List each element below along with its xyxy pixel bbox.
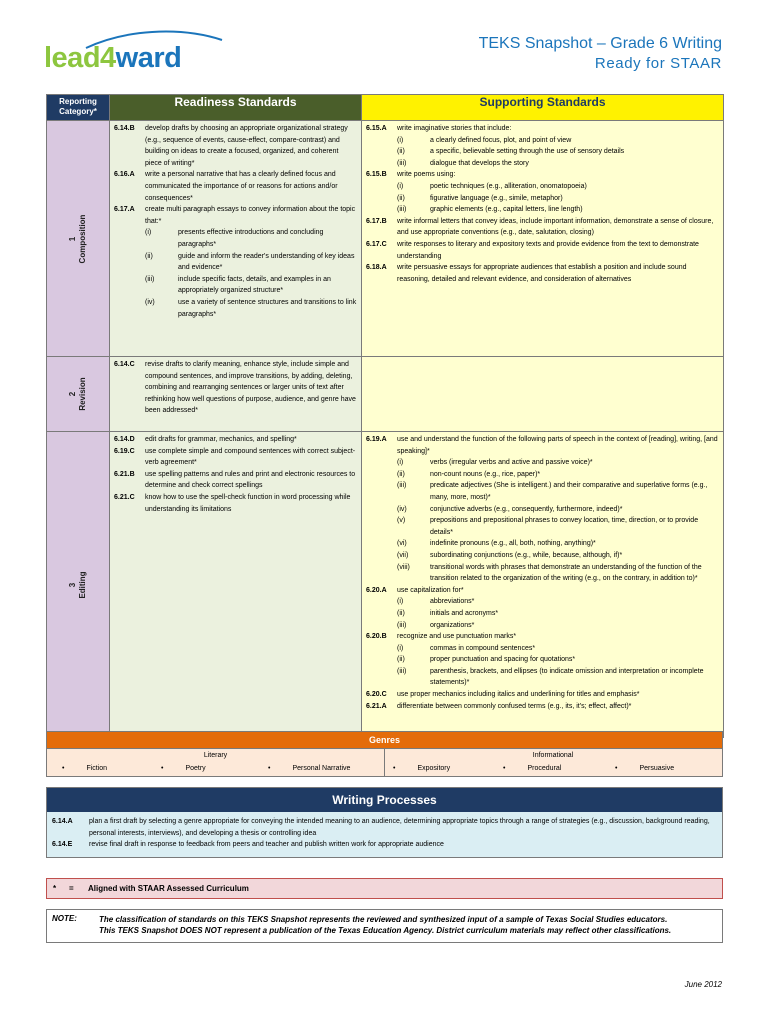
- sub-standard-text: non-count nouns (e.g., rice, paper)*: [430, 470, 541, 478]
- sub-standard-number: (ii): [397, 148, 405, 156]
- standard-text: use complete simple and compound sentences with correct subject-verb agreement*: [145, 447, 356, 467]
- standard-code: 6.14.A: [52, 818, 73, 825]
- sub-standard-item: [114, 297, 357, 320]
- sub-standard-text: abbreviations*: [430, 598, 475, 606]
- sub-standard-item: [114, 227, 357, 250]
- sub-standard-item: [366, 550, 719, 562]
- category-name: Editing: [78, 570, 87, 599]
- sub-standard-item: [366, 135, 719, 147]
- genre-item: [503, 765, 561, 772]
- sub-standard-item: [114, 251, 357, 274]
- sub-standard-number: (iii): [397, 482, 407, 490]
- sub-standard-text: use a variety of sentence structures and transitions to link paragraphs*: [178, 298, 357, 318]
- standard-item: [114, 169, 357, 204]
- standard-text: develop drafts by choosing an appropriate organizational strategy (e.g., sequence of events, cause-effect, compare-contrast) and building on ideas to create a focused, organized, and coherent piece of writing*: [145, 125, 348, 167]
- standard-text: use and understand the function of the following parts of speech in the context of [reading], writing, [and speaking]*: [397, 436, 718, 455]
- sub-standard-number: (vii): [397, 551, 409, 559]
- standard-code: 6.19.A: [366, 436, 387, 443]
- page-title: TEKS Snapshot – Grade 6 Writing: [478, 35, 722, 52]
- sub-standard-item: [366, 480, 719, 503]
- genres-literary-label: Literary: [203, 752, 228, 759]
- sub-standard-number: (iii): [397, 206, 407, 214]
- sub-standard-item: [366, 158, 719, 170]
- genres-title: Genres: [47, 732, 722, 749]
- standard-item: [366, 169, 719, 181]
- bullet-icon: •: [615, 765, 618, 772]
- category-name: Revision: [78, 377, 87, 411]
- readiness-standards-cell: [110, 357, 362, 432]
- standard-code: 6.21.C: [114, 493, 135, 501]
- standard-code: 6.15.A: [366, 125, 387, 132]
- genres-body: [47, 749, 722, 776]
- sub-standard-number: (viii): [397, 563, 410, 571]
- standard-code: 6.19.C: [114, 447, 135, 455]
- key-text: Aligned with STAAR Assessed Curriculum: [88, 884, 249, 893]
- genre-label: Personal Narrative: [292, 765, 351, 772]
- sub-standard-text: indefinite pronouns (e.g., all, both, nothing, anything)*: [430, 540, 596, 548]
- standard-text: plan a first draft by selecting a genre appropriate for conveying the intended meaning to an audience, determining appropriate topics through a range of strategies (e.g., discussion, background reading, personal interests, interviews), and developing a thesis or controlling idea: [89, 818, 710, 837]
- supporting-standards-cell: [362, 357, 724, 432]
- sub-standard-item: [366, 654, 719, 666]
- standard-code: 6.21.A: [366, 702, 387, 710]
- reporting-category-label: [68, 214, 88, 263]
- sub-standard-text: a clearly defined focus, plot, and point of view: [430, 136, 572, 144]
- sub-standard-text: figurative language (e.g., simile, metaphor): [430, 194, 563, 202]
- readiness-standards-cell: [110, 432, 362, 738]
- sub-standard-item: [366, 204, 719, 216]
- standard-item: [366, 631, 719, 643]
- genre-item: [268, 765, 350, 772]
- standard-item: [114, 434, 357, 446]
- header-reporting-category: Reporting Category*: [47, 95, 110, 121]
- standard-item: [114, 204, 357, 227]
- standard-item: [114, 469, 357, 492]
- sub-standard-text: subordinating conjunctions (e.g., while, because, although, if)*: [430, 551, 623, 559]
- standard-item: [114, 492, 357, 515]
- standards-table-header-row: [47, 95, 724, 121]
- standard-code: 6.14.C: [114, 361, 135, 368]
- genre-item: [615, 765, 674, 772]
- reporting-category-cell: [47, 432, 110, 738]
- standard-text: recognize and use punctuation marks*: [397, 633, 517, 641]
- genre-label: Procedural: [527, 765, 562, 772]
- sub-standard-text: poetic techniques (e.g., alliteration, onomatopoeia): [430, 182, 587, 190]
- note-text: [99, 914, 717, 938]
- sub-standard-number: (vi): [397, 540, 407, 548]
- process-standard: [52, 839, 717, 851]
- bullet-icon: •: [161, 765, 164, 772]
- sub-standard-number: (ii): [397, 194, 405, 202]
- logo-text-lead4: lead4: [44, 42, 116, 74]
- sub-standard-number: (ii): [397, 656, 405, 664]
- sub-standard-number: (iii): [397, 159, 407, 167]
- sub-standard-text: commas in compound sentences*: [430, 644, 536, 652]
- sub-standard-item: [366, 666, 719, 689]
- sub-standard-text: organizations*: [430, 621, 475, 629]
- logo-text: [44, 42, 181, 75]
- logo-text-ward: ward: [115, 42, 182, 74]
- standard-code: 6.18.A: [366, 264, 387, 272]
- genre-item: [62, 765, 107, 772]
- standard-code: 6.17.A: [114, 206, 135, 214]
- writing-processes-title: Writing Processes: [47, 788, 722, 812]
- sub-standard-item: [366, 515, 719, 538]
- header-supporting-standards: Supporting Standards: [362, 95, 724, 121]
- sub-standard-number: (iv): [145, 298, 155, 306]
- sub-standard-item: [366, 146, 719, 158]
- note-box: [46, 909, 723, 943]
- sub-standard-item: [366, 193, 719, 205]
- sub-standard-number: (iv): [397, 505, 407, 513]
- sub-standard-text: conjunctive adverbs (e.g., consequently, furthermore, indeed)*: [430, 505, 623, 513]
- standard-item: [366, 585, 719, 597]
- standard-code: 6.15.B: [366, 171, 387, 179]
- standard-text: write imaginative stories that include:: [397, 125, 512, 132]
- note-line-2: This TEKS Snapshot DOES NOT represent a publication of the Texas Education Agency. District curriculum materials may reflect other classifications.: [99, 926, 672, 935]
- title-block: [479, 34, 722, 74]
- sub-standard-text: parenthesis, brackets, and ellipses (to indicate omission and interpretation or incomplete statements)*: [430, 667, 704, 687]
- genre-label: Persuasive: [639, 765, 675, 772]
- standard-code: 6.14.B: [114, 125, 135, 132]
- sub-standard-item: [366, 538, 719, 550]
- standard-text: use spelling patterns and rules and print and electronic resources to determine and check correct spellings: [145, 470, 356, 490]
- standard-text: know how to use the spell-check function in word processing while understanding its limitations: [145, 493, 351, 513]
- sub-standard-text: proper punctuation and spacing for quotations*: [430, 656, 576, 664]
- lead4ward-logo: [44, 28, 224, 76]
- genres-section: [46, 731, 723, 777]
- standard-item: [366, 701, 719, 713]
- standard-text: use capitalization for*: [397, 586, 464, 594]
- genre-label: Fiction: [86, 765, 108, 772]
- sub-standard-number: (iii): [397, 667, 407, 675]
- process-standard: [52, 816, 717, 839]
- bullet-icon: •: [62, 765, 65, 772]
- note-line-1: The classification of standards on this TEKS Snapshot represents the reviewed and synthesized input of a sample of Texas Social Studies educators.: [99, 915, 668, 924]
- standard-text: create multi paragraph essays to convey information about the topic that:*: [145, 206, 356, 225]
- readiness-standards-cell: [110, 121, 362, 357]
- category-number: 2: [68, 391, 77, 397]
- sub-standard-item: [366, 562, 719, 585]
- sub-standard-item: [366, 643, 719, 655]
- footer-date: June 2012: [684, 980, 722, 989]
- sub-standard-text: graphic elements (e.g., capital letters, line length): [430, 206, 583, 214]
- bullet-icon: •: [268, 765, 271, 772]
- standard-text: differentiate between commonly confused terms (e.g., its, it's; effect, affect)*: [397, 702, 632, 710]
- page-subtitle: Ready for STAAR: [594, 55, 722, 72]
- standard-code: 6.20.A: [366, 586, 387, 594]
- standards-row: [47, 432, 724, 738]
- sub-standard-number: (i): [397, 598, 404, 606]
- standard-item: [366, 689, 719, 701]
- standard-code: 6.21.B: [114, 470, 135, 478]
- writing-processes-body: [47, 812, 722, 857]
- genre-item: [393, 765, 450, 772]
- bullet-icon: •: [503, 765, 506, 772]
- reporting-category-cell: [47, 121, 110, 357]
- sub-standard-number: (v): [397, 517, 406, 525]
- sub-standard-number: (i): [145, 229, 152, 237]
- standard-code: 6.17.C: [366, 240, 387, 248]
- bullet-icon: •: [393, 765, 396, 772]
- sub-standard-number: (ii): [397, 609, 405, 617]
- sub-standard-text: guide and inform the reader's understanding of key ideas and evidence*: [178, 252, 355, 272]
- sub-standard-number: (i): [397, 182, 404, 190]
- sub-standard-text: predicate adjectives (She is intelligent.) and their comparative and superlative forms (e.g., many, more, most)*: [430, 482, 708, 501]
- standards-row: [47, 121, 724, 357]
- standard-code: 6.20.C: [366, 691, 387, 699]
- staar-key: [46, 878, 723, 899]
- standard-code: 6.14.D: [114, 436, 135, 443]
- standard-text: write persuasive essays for appropriate audiences that establish a position and include sound reasoning, detailed and relevant evidence, and consideration of alternatives: [397, 264, 687, 283]
- key-equals: =: [69, 884, 74, 893]
- sub-standard-number: (ii): [145, 252, 153, 260]
- sub-standard-text: prepositions and prepositional phrases to convey location, time, direction, or to provide details*: [430, 517, 699, 536]
- header-readiness-standards: Readiness Standards: [110, 95, 362, 121]
- standard-item: [366, 239, 719, 262]
- sub-standard-item: [366, 596, 719, 608]
- sub-standard-item: [366, 457, 719, 469]
- category-number: 1: [68, 236, 77, 241]
- genre-label: Expository: [417, 765, 451, 772]
- genre-item: [161, 765, 206, 772]
- standard-text: use proper mechanics including italics and underlining for titles and emphasis*: [397, 691, 640, 699]
- sub-standard-item: [366, 608, 719, 620]
- category-name: Composition: [78, 214, 87, 263]
- reporting-category-label: [68, 377, 88, 410]
- standards-table: [46, 94, 724, 738]
- standard-code: 6.14.E: [52, 841, 73, 849]
- sub-standard-text: dialogue that develops the story: [430, 159, 529, 167]
- sub-standard-item: [366, 181, 719, 193]
- standard-item: [366, 434, 719, 457]
- standard-text: revise drafts to clarify meaning, enhance style, include simple and compound sentences, and improve transitions, by adding, deleting, combining and rearranging sentences or larger units of text after rethinking how well questions of purpose, audience, and genre have been addressed*: [145, 361, 356, 415]
- category-number: 3: [68, 582, 77, 587]
- sub-standard-item: [114, 274, 357, 297]
- sub-standard-text: include specific facts, details, and examples in an appropriately organized structure*: [178, 275, 331, 295]
- supporting-standards-cell: [362, 121, 724, 357]
- standard-text: write a personal narrative that has a clearly defined focus and communicated the importance of or reasons for actions and/or consequences*: [145, 171, 338, 202]
- standard-item: [114, 359, 357, 417]
- sub-standard-number: (i): [397, 459, 404, 467]
- sub-standard-number: (iii): [145, 275, 155, 283]
- sub-standard-number: (iii): [397, 621, 407, 629]
- reporting-category-label: [68, 571, 88, 598]
- reporting-category-cell: [47, 357, 110, 432]
- standard-text: revise final draft in response to feedback from peers and teacher and publish written work for appropriate audience: [89, 841, 444, 849]
- note-label: NOTE:: [52, 914, 77, 923]
- standard-item: [366, 123, 719, 135]
- genres-informational-label: Informational: [532, 752, 574, 759]
- sub-standard-number: (ii): [397, 470, 405, 478]
- sub-standard-text: presents effective introductions and concluding paragraphs*: [178, 229, 324, 248]
- sub-standard-number: (i): [397, 136, 404, 144]
- standard-code: 6.20.B: [366, 633, 387, 641]
- standard-text: write poems using:: [397, 171, 456, 179]
- standard-code: 6.17.B: [366, 217, 387, 225]
- sub-standard-item: [366, 620, 719, 632]
- genres-divider: [384, 749, 385, 776]
- standards-row: [47, 357, 724, 432]
- sub-standard-item: [366, 504, 719, 516]
- sub-standard-text: a specific, believable setting through the use of sensory details: [430, 148, 625, 156]
- standard-item: [366, 216, 719, 239]
- standard-item: [366, 262, 719, 285]
- writing-processes-section: [46, 787, 723, 858]
- sub-standard-text: transitional words with phrases that demonstrate an understanding of the function of the transition related to the organization of the writing (e.g., on the contrary, in addition to)*: [430, 563, 702, 583]
- sub-standard-item: [366, 469, 719, 481]
- genre-label: Poetry: [185, 765, 206, 772]
- standard-text: edit drafts for grammar, mechanics, and spelling*: [145, 436, 297, 443]
- standard-text: write informal letters that convey ideas, include important information, demonstrate a sense of closure, and use appropriate conventions (e.g., date, salutation, closing): [397, 217, 714, 237]
- standard-code: 6.16.A: [114, 171, 135, 179]
- supporting-standards-cell: [362, 432, 724, 738]
- standard-text: write responses to literary and expository texts and provide evidence from the text to demonstrate understanding: [397, 240, 699, 260]
- standards-table-body: [47, 121, 724, 738]
- sub-standard-text: verbs (irregular verbs and active and passive voice)*: [430, 459, 593, 467]
- key-symbol: *: [53, 884, 57, 893]
- sub-standard-text: initials and acronyms*: [430, 609, 499, 617]
- standard-item: [114, 446, 357, 469]
- standard-item: [114, 123, 357, 169]
- sub-standard-number: (i): [397, 644, 404, 652]
